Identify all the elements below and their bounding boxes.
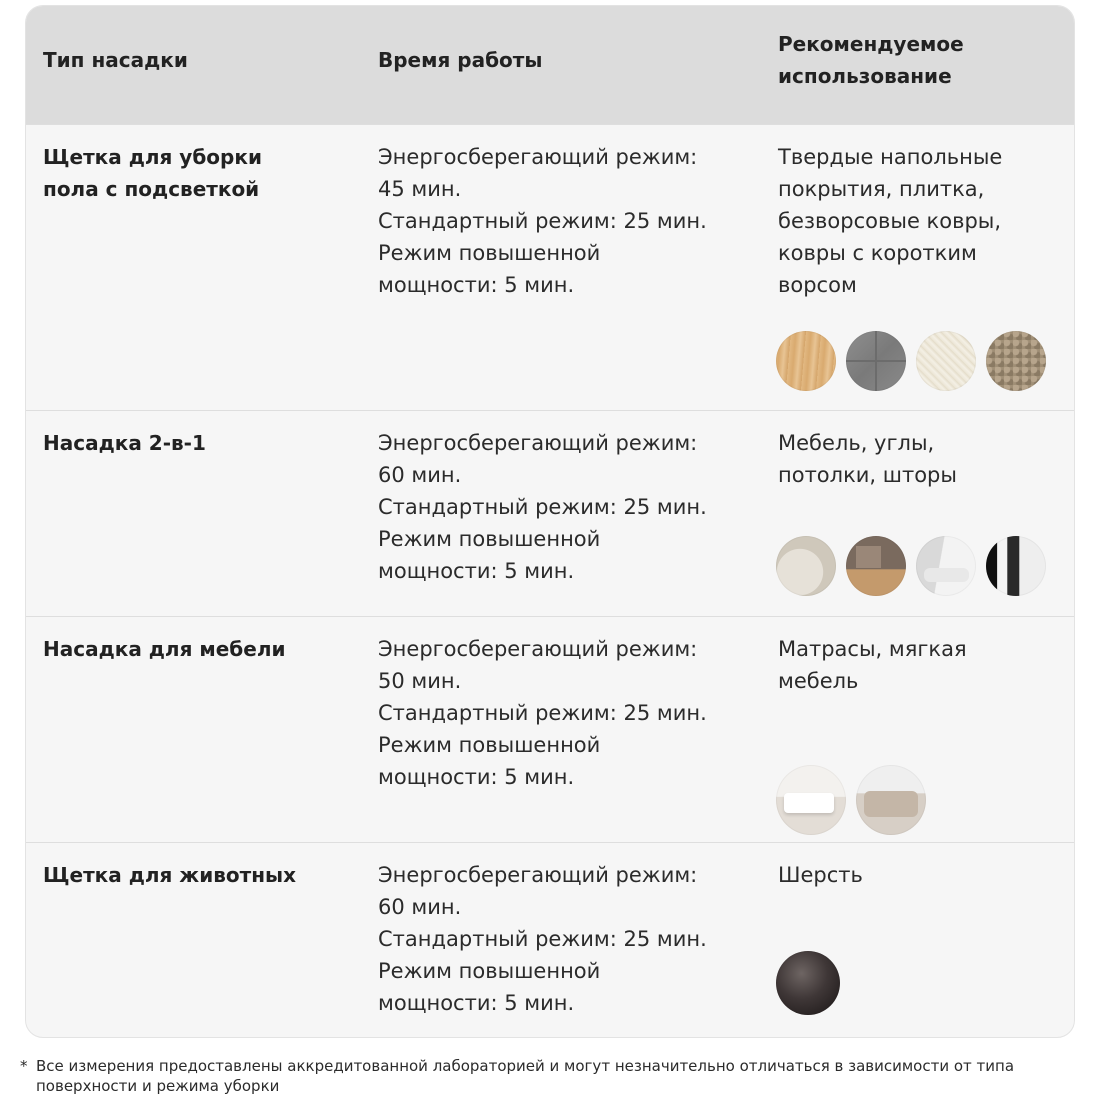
flat-carpet-icon	[916, 331, 976, 391]
time-line: Стандартный режим: 25 мин.	[378, 927, 707, 951]
table-row	[26, 410, 1075, 616]
time-line: Режим повышенной	[378, 733, 601, 757]
use-line: потолки, шторы	[778, 463, 957, 487]
run-time	[378, 633, 707, 793]
attachment-type: Щетка для уборки пола с подсветкой	[43, 145, 262, 201]
run-time	[378, 427, 707, 587]
table-header	[26, 6, 1075, 124]
pet-hair-icon	[776, 951, 840, 1015]
attachment-type: Насадка для мебели	[43, 637, 286, 661]
header-type: Тип насадки	[43, 48, 188, 72]
use-line: Матрасы, мягкая	[778, 637, 967, 661]
attachment-type: Насадка 2-в-1	[43, 431, 206, 455]
attachment-type: Щетка для животных	[43, 863, 297, 887]
corner-icon	[916, 536, 976, 596]
table-row	[26, 616, 1075, 842]
recommended-use	[778, 633, 967, 697]
use-line: ворсом	[778, 273, 857, 297]
run-time	[378, 859, 707, 1019]
time-line: 45 мин.	[378, 177, 462, 201]
time-line: мощности: 5 мин.	[378, 559, 575, 583]
recommended-use	[778, 859, 863, 891]
time-line: 60 мин.	[378, 895, 462, 919]
time-line: Энергосберегающий режим:	[378, 431, 698, 455]
wood-surface-icon	[776, 331, 836, 391]
surface-swatches	[776, 765, 926, 835]
shelf-icon	[846, 536, 906, 596]
use-line: покрытия, плитка,	[778, 177, 985, 201]
use-line: Шерсть	[778, 863, 863, 887]
curtain-icon	[986, 536, 1046, 596]
short-pile-carpet-icon	[986, 331, 1046, 391]
recommended-use	[778, 141, 1002, 301]
use-line: Твердые напольные	[778, 145, 1003, 169]
time-line: мощности: 5 мин.	[378, 273, 575, 297]
time-line: Энергосберегающий режим:	[378, 145, 698, 169]
time-line: мощности: 5 мин.	[378, 991, 575, 1015]
recommended-use	[778, 427, 957, 491]
footnote-asterisk: *	[20, 1057, 28, 1075]
time-line: Энергосберегающий режим:	[378, 863, 698, 887]
time-line: Стандартный режим: 25 мин.	[378, 495, 707, 519]
tile-surface-icon	[846, 331, 906, 391]
run-time	[378, 141, 707, 301]
surface-swatches	[776, 536, 1046, 596]
furniture-icon	[776, 536, 836, 596]
time-line: Энергосберегающий режим:	[378, 637, 698, 661]
header-time: Время работы	[378, 48, 543, 72]
time-line: мощности: 5 мин.	[378, 765, 575, 789]
surface-swatches	[776, 951, 840, 1015]
use-line: Мебель, углы,	[778, 431, 935, 455]
table-row	[26, 124, 1075, 410]
use-line: ковры с коротким	[778, 241, 977, 265]
time-line: Стандартный режим: 25 мин.	[378, 209, 707, 233]
footnote	[20, 1056, 1080, 1096]
time-line: 50 мин.	[378, 669, 462, 693]
time-line: Режим повышенной	[378, 959, 601, 983]
attachments-table	[25, 5, 1075, 1038]
footnote-text: Все измерения предоставлены аккредитованной лабораторией и могут незначительно отличаться в зависимости от типа поверхности и режима уборки	[36, 1057, 1015, 1095]
surface-swatches	[776, 331, 1046, 391]
sofa-icon	[856, 765, 926, 835]
mattress-icon	[776, 765, 846, 835]
time-line: Режим повышенной	[378, 241, 601, 265]
time-line: Режим повышенной	[378, 527, 601, 551]
use-line: мебель	[778, 669, 859, 693]
time-line: 60 мин.	[378, 463, 462, 487]
table-row	[26, 842, 1075, 1038]
use-line: безворсовые ковры,	[778, 209, 1002, 233]
time-line: Стандартный режим: 25 мин.	[378, 701, 707, 725]
header-use: Рекомендуемое использование	[778, 32, 964, 88]
